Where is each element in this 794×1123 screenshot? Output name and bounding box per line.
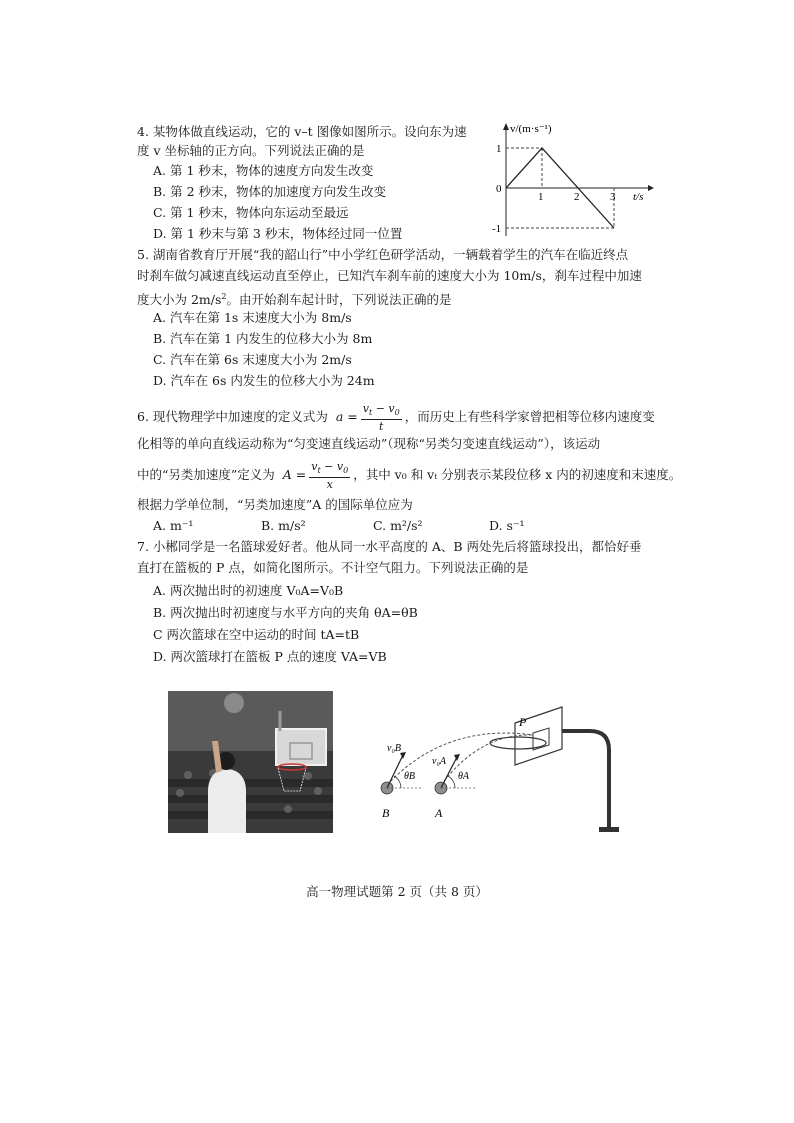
point-a-label: A [435, 806, 443, 820]
q6-intro: 6. 现代物理学中加速度的定义式为 [137, 409, 328, 425]
basketball-photo [168, 691, 333, 833]
q5-stem-line3 [137, 289, 452, 308]
t-axis-arrow [648, 185, 654, 191]
q5-stem-line2: 时刹车做匀减速直线运动直至停止，已知汽车刹车前的速度大小为 10m/s，刹车过程中加速 [137, 268, 642, 283]
q6-stem-line4: 根据力学单位制，“另类加速度”A 的国际单位应为 [137, 497, 413, 512]
q6-option-d: D. s⁻¹ [489, 518, 525, 533]
q4-option-c: C. 第 1 秒末，物体向东运动至最远 [153, 205, 349, 220]
q5-sup-2: 2 [221, 292, 227, 301]
point-b-label: B [382, 806, 390, 820]
q7-option-c: C 两次篮球在空中运动的时间 tA=tB [153, 627, 360, 642]
v-axis-label: v/(m·s⁻¹) [510, 123, 552, 135]
q5-stem-end: 。由开始刹车起计时，下列说法正确的是 [226, 292, 452, 308]
q4-stem-line1: 4. 某物体做直线运动，它的 v–t 图像如图所示。设向东为速 [137, 124, 467, 139]
v0b-arrow [387, 755, 403, 788]
q5-option-c: C. 汽车在第 6s 末速度大小为 2m/s [153, 352, 352, 367]
q5-option-d: D. 汽车在 6s 内发生的位移大小为 24m [153, 373, 375, 388]
q6-line3-end: ，其中 v₀ 和 vₜ 分别表示某段位移 x 内的初速度和末速度。 [353, 467, 682, 483]
q5-stem-line1: 5. 湖南省教育厅开展“我的韶山行”中小学红色研学活动，一辆载着学生的汽车在临近终点 [137, 247, 629, 262]
accel-fraction: $\frac{v_t - v_0}{t}$ [362, 402, 400, 434]
q6-alt-def: 中的“另类加速度”定义为 [137, 467, 275, 483]
x-tick-3: 3 [610, 191, 616, 203]
q6-option-b: B. m/s² [261, 518, 306, 533]
q7-option-a: A. 两次抛出时的初速度 V₀A=V₀B [153, 583, 344, 598]
alt-accel-fraction: $\frac{v_t - v_0}{x}$ [311, 460, 349, 492]
q5-accel-text: 度大小为 2m/s [137, 292, 222, 308]
formula-a: a = [331, 409, 358, 425]
q7-stem-line1: 7. 小郴同学是一名篮球爱好者。他从同一水平高度的 A、B 两处先后将篮球投出，都恰好垂 [137, 539, 642, 554]
v0b-label: v₀B [387, 743, 402, 754]
hoop [490, 737, 546, 749]
q6-stem-line1 [137, 402, 655, 433]
page-footer: 高一物理试题第 2 页（共 8 页） [306, 884, 488, 899]
origin-label: 0 [496, 183, 502, 195]
angle-a-arc [448, 776, 455, 788]
q6-option-a: A. m⁻¹ [153, 518, 194, 533]
x-tick-2: 2 [574, 191, 580, 203]
hoop-pole [562, 731, 609, 828]
q7-option-d: D. 两次篮球打在篮板 P 点的速度 VA=VB [153, 649, 387, 664]
formula-A: A = [278, 467, 307, 483]
q4-option-a: A. 第 1 秒末，物体的速度方向发生改变 [153, 163, 374, 178]
angle-b-arc [394, 776, 401, 788]
theta-a-label: θA [458, 771, 470, 782]
y-tick-1: 1 [496, 143, 502, 155]
q4-stem-line2: 度 v 坐标轴的正方向。下列说法正确的是 [137, 143, 365, 158]
q5-option-a: A. 汽车在第 1s 末速度大小为 8m/s [153, 310, 352, 325]
q6-option-c: C. m²/s² [373, 518, 423, 533]
q7-option-b: B. 两次抛出时初速度与水平方向的夹角 θA=θB [153, 605, 418, 620]
theta-b-label: θB [404, 771, 416, 782]
q4-option-b: B. 第 2 秒末，物体的加速度方向发生改变 [153, 184, 387, 199]
q6-stem-line3 [137, 460, 681, 491]
v-axis-arrow [503, 123, 509, 130]
point-p-label: P [519, 715, 527, 729]
vt-graph [488, 118, 658, 240]
trajectory-diagram [375, 693, 640, 835]
q5-option-b: B. 汽车在第 1 内发生的位移大小为 8m [153, 331, 373, 346]
q6-stem-line2: 化相等的单向直线运动称为“匀变速直线运动”（现称“另类匀变速直线运动”），该运动 [137, 436, 601, 451]
y-tick-neg1: -1 [492, 223, 502, 235]
x-tick-1: 1 [538, 191, 544, 203]
t-axis-label: t/s [633, 191, 644, 203]
q6-line1-end: ，而历史上有些科学家曾把相等位移内速度变 [404, 409, 655, 425]
q7-stem-line2: 直打在篮板的 P 点，如简化图所示。不计空气阻力。下列说法正确的是 [137, 560, 529, 575]
q4-option-d: D. 第 1 秒末与第 3 秒末，物体经过同一位置 [153, 226, 403, 241]
pole-base [599, 827, 619, 832]
v0a-label: v₀A [432, 756, 447, 767]
